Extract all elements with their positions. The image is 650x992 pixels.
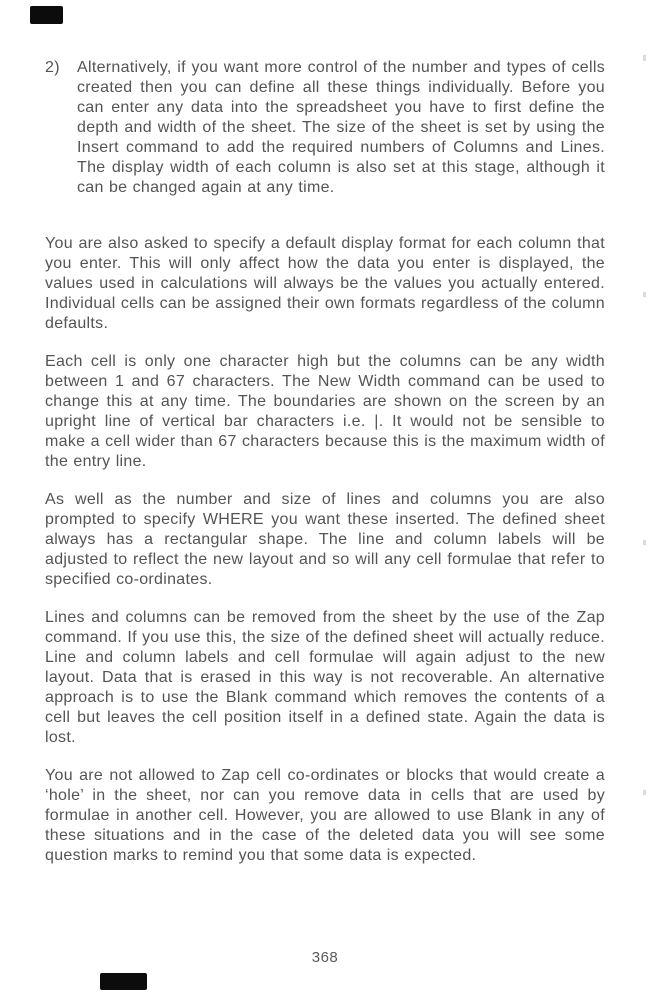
scan-registration-mark-top-left: [30, 6, 63, 24]
paragraph-insert-location: As well as the number and size of lines and columns you are also prompted to specify WHERE you want these inserted. The defined sheet always has a rectangular shape. The line and column labels will be adjusted to reflect the new layout and so will any cell formulae that refer to specified co-ordinates.: [45, 491, 605, 588]
list-item-marker: 2): [45, 59, 60, 76]
scan-edge-speck: [643, 540, 646, 545]
scan-edge-speck: [643, 292, 646, 297]
scan-registration-mark-bottom: [100, 973, 147, 990]
page-number: 368: [311, 949, 339, 966]
list-item-text: Alternatively, if you want more control of the number and types of cells created then you can define all these things individually. Before you can enter any data into the spreadsheet you have to first define the depth and width of the sheet. The size of the sheet is set by using the Insert command to add the required numbers of Columns and Lines. The display width of each column is also set at this stage, although it can be changed again at any time.: [77, 59, 605, 196]
paragraph-display-format: You are also asked to specify a default display format for each column that you enter. This will only affect how the data you enter is displayed, the values used in calculations will always be the values you actually entered. Individual cells can be assigned their own formats regardless of the column defaults.: [45, 235, 605, 332]
page-body: [45, 58, 605, 884]
scan-edge-speck: [643, 790, 646, 795]
paragraph-cell-width: Each cell is only one character high but the columns can be any width between 1 and 67 characters. The New Width command can be used to change this at any time. The boundaries are shown on the screen by an upright line of vertical bar characters i.e. |. It would not be sensible to make a cell wider than 67 characters because this is the maximum width of the entry line.: [45, 353, 605, 470]
paragraph-zap-command: Lines and columns can be removed from the sheet by the use of the Zap command. If you use this, the size of the defined sheet will actually reduce. Line and column labels and cell formulae will again adjust to the new layout. Data that is erased in this way is not recoverable. An alternative approach is to use the Blank command which removes the contents of a cell but leaves the cell position itself in a defined state. Again the data is lost.: [45, 609, 605, 746]
numbered-list-item-2: [45, 58, 605, 216]
scan-edge-speck: [643, 55, 646, 61]
paragraph-zap-restrictions: You are not allowed to Zap cell co-ordinates or blocks that would create a ‘hole’ in the sheet, nor can you remove data in cells that are used by formulae in another cell. However, you are allowed to use Blank in any of these situations and in the case of the deleted data you will see some question marks to remind you that some data is expected.: [45, 767, 605, 864]
